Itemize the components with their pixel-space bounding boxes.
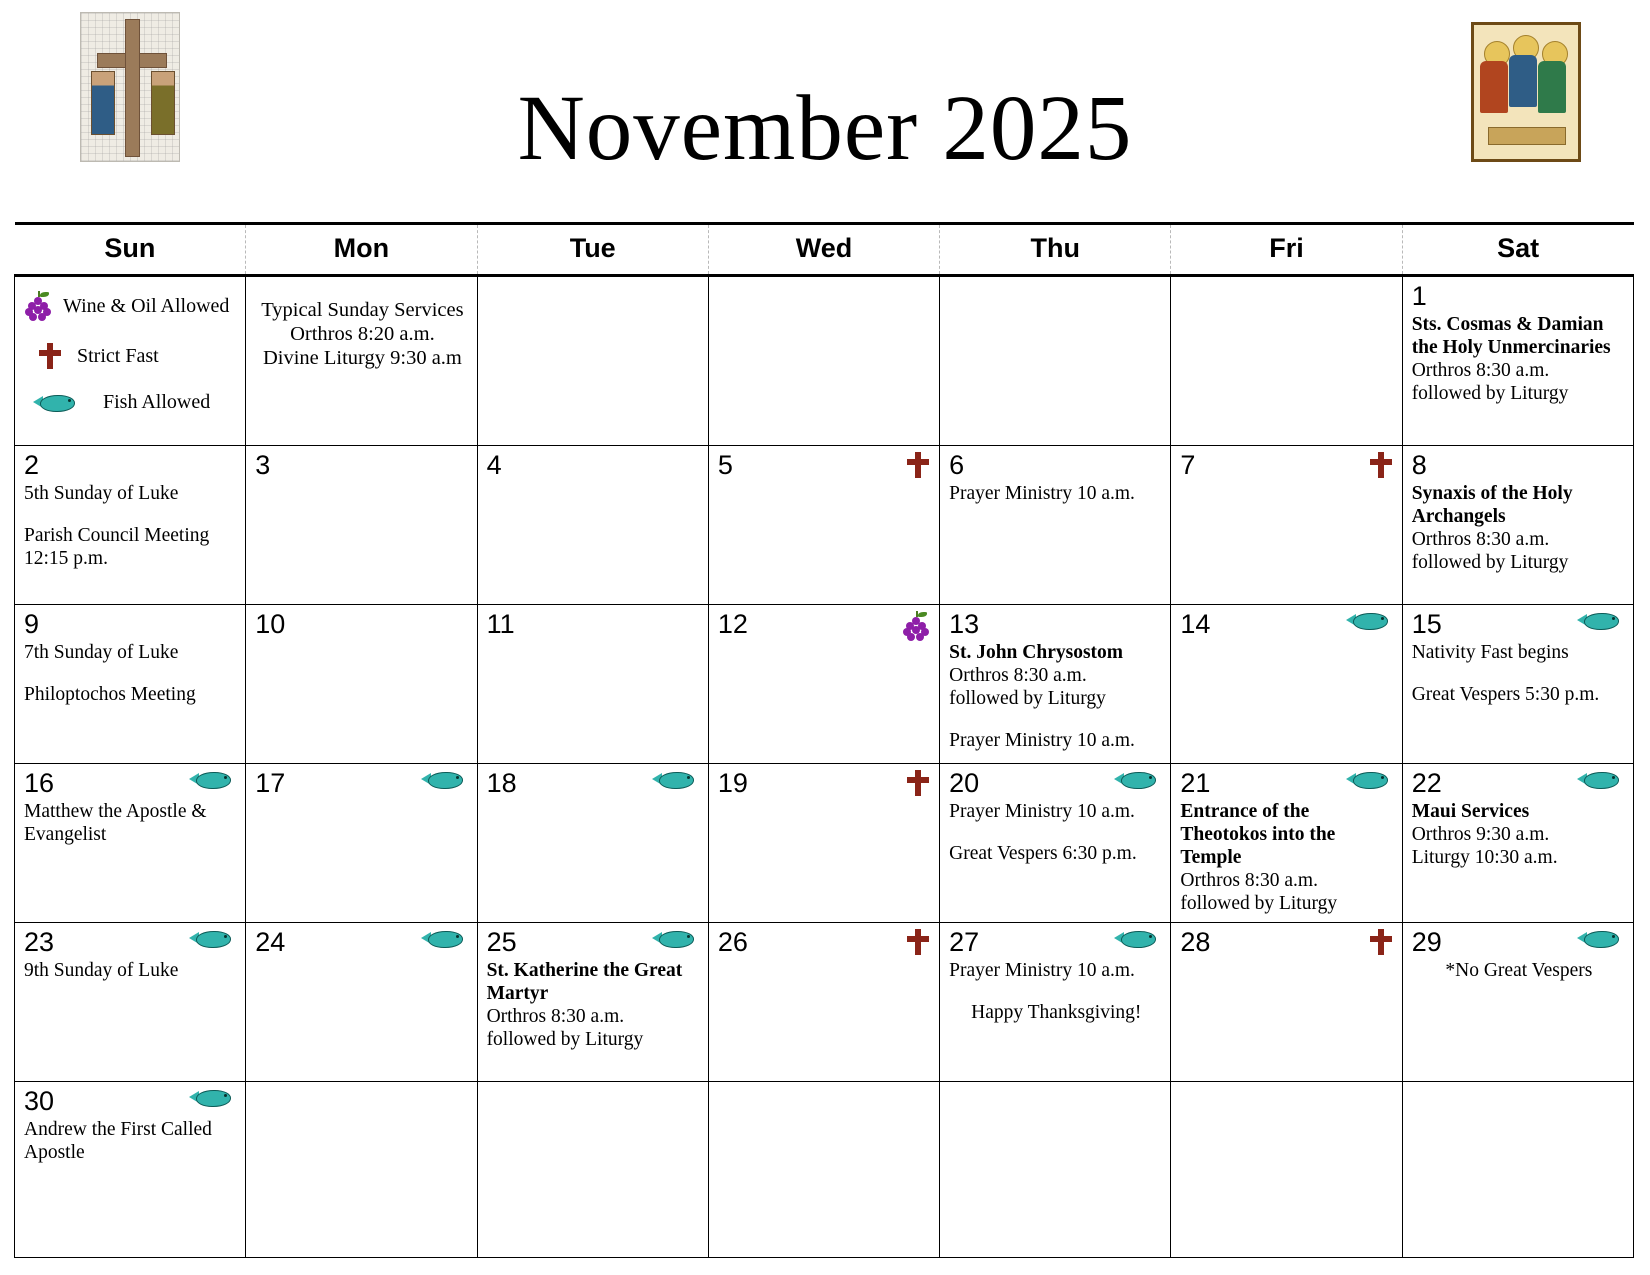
fish-icon <box>1577 770 1623 790</box>
fish-icon <box>33 393 79 413</box>
cross-icon <box>907 929 929 955</box>
event-line: Prayer Ministry 10 a.m. <box>949 483 1135 504</box>
event-line: Prayer Ministry 10 a.m. <box>949 960 1135 981</box>
day-cell[interactable] <box>15 764 246 923</box>
event-line: St. John Chrysostom <box>949 642 1124 663</box>
legend-item <box>25 343 237 369</box>
day-number: 15 <box>1411 609 1442 639</box>
event-line: followed by Liturgy <box>486 1029 644 1050</box>
calendar-week-row <box>15 764 1634 923</box>
cross-icon <box>907 770 929 796</box>
calendar-week-row <box>15 276 1634 446</box>
fish-icon <box>652 770 698 790</box>
day-number: 5 <box>717 450 733 480</box>
day-number: 21 <box>1180 768 1211 798</box>
fasting-markers <box>1114 929 1160 949</box>
day-number: 1 <box>1411 281 1427 311</box>
day-number: 10 <box>255 609 286 639</box>
day-cell[interactable] <box>940 923 1171 1082</box>
day-number: 26 <box>717 927 748 957</box>
event-line: St. Katherine the Great <box>486 960 683 981</box>
day-cell[interactable] <box>246 923 477 1082</box>
event-line: Sts. Cosmas & Damian <box>1411 314 1604 335</box>
event-line: followed by Liturgy <box>949 688 1106 709</box>
page-title: November 2025 <box>517 77 1133 181</box>
legend-item-label: Strict Fast <box>77 344 159 367</box>
day-number: 25 <box>486 927 517 957</box>
day-cell[interactable] <box>940 605 1171 764</box>
event-line: 12:15 p.m. <box>24 548 108 569</box>
fasting-markers <box>421 929 467 949</box>
day-events <box>24 641 238 706</box>
event-line: the Holy Unmercinaries <box>1411 337 1611 358</box>
day-number: 28 <box>1180 927 1211 957</box>
day-cell[interactable] <box>1402 923 1633 1082</box>
calendar-week-row <box>15 1082 1634 1258</box>
event-line: Entrance of the <box>1180 801 1310 822</box>
event-line: 5th Sunday of Luke <box>24 483 179 504</box>
day-number: 9 <box>24 609 40 639</box>
fish-icon <box>189 770 235 790</box>
event-line: Orthros 8:30 a.m. <box>1411 360 1550 381</box>
day-events <box>1412 800 1626 869</box>
weekday-wed: Wed <box>708 224 939 276</box>
day-number: 29 <box>1411 927 1442 957</box>
day-events <box>1412 313 1626 405</box>
cross-icon <box>1370 452 1392 478</box>
day-cell[interactable] <box>477 605 708 764</box>
sunday-services-line: Typical Sunday Services <box>261 299 464 321</box>
day-events <box>949 800 1163 865</box>
fasting-markers <box>189 770 235 790</box>
day-number: 12 <box>717 609 748 639</box>
event-line: Orthros 8:30 a.m. <box>949 665 1087 686</box>
day-events <box>1180 800 1394 915</box>
calendar-grid <box>14 222 1634 1258</box>
day-number: 17 <box>255 768 286 798</box>
empty-day-cell <box>940 276 1171 446</box>
day-cell[interactable] <box>1402 446 1633 605</box>
weekday-header-row <box>15 224 1634 276</box>
event-line: Andrew the First Called <box>24 1119 212 1140</box>
holy-trinity-icon-image <box>1471 22 1581 162</box>
day-events <box>487 959 701 1051</box>
weekday-tue: Tue <box>477 224 708 276</box>
weekday-mon: Mon <box>246 224 477 276</box>
grapes-icon <box>903 611 929 641</box>
fish-icon <box>1346 611 1392 631</box>
day-events <box>24 800 238 846</box>
fasting-markers <box>907 929 929 955</box>
weekday-sat: Sat <box>1402 224 1633 276</box>
event-line: Great Vespers 5:30 p.m. <box>1411 684 1600 705</box>
event-line: 7th Sunday of Luke <box>24 642 179 663</box>
event-line: Liturgy 10:30 a.m. <box>1411 847 1558 868</box>
empty-day-cell <box>477 276 708 446</box>
weekday-thu: Thu <box>940 224 1171 276</box>
day-cell[interactable] <box>15 446 246 605</box>
day-cell[interactable] <box>15 605 246 764</box>
day-number: 11 <box>486 609 515 639</box>
legend-item-label: Wine & Oil Allowed <box>63 294 230 317</box>
cross-icon <box>1370 929 1392 955</box>
day-number: 4 <box>486 450 502 480</box>
calendar-week-row <box>15 923 1634 1082</box>
day-number: 22 <box>1411 768 1442 798</box>
day-number: 6 <box>949 450 965 480</box>
day-events <box>1412 482 1626 574</box>
day-cell[interactable] <box>1402 276 1633 446</box>
fish-icon <box>1577 611 1623 631</box>
legend-item <box>25 391 237 414</box>
event-line: Orthros 8:30 a.m. <box>486 1006 625 1027</box>
day-number: 20 <box>949 768 980 798</box>
day-cell[interactable] <box>940 446 1171 605</box>
calendar-table <box>14 222 1634 1258</box>
event-line: Archangels <box>1411 506 1506 527</box>
day-number: 13 <box>949 609 980 639</box>
calendar-week-row <box>15 446 1634 605</box>
grapes-icon <box>25 291 51 321</box>
day-cell[interactable] <box>1171 923 1402 1082</box>
empty-day-cell <box>708 276 939 446</box>
day-number: 3 <box>255 450 271 480</box>
day-number: 24 <box>255 927 286 957</box>
day-cell[interactable] <box>1402 605 1633 764</box>
empty-day-cell <box>1171 276 1402 446</box>
weekday-fri: Fri <box>1171 224 1402 276</box>
event-line: followed by Liturgy <box>1411 383 1569 404</box>
day-events <box>24 1118 238 1164</box>
event-line: followed by Liturgy <box>1180 893 1338 914</box>
fasting-markers <box>903 611 929 641</box>
fasting-markers <box>907 770 929 796</box>
event-line: Nativity Fast begins <box>1411 642 1569 663</box>
sunday-services-note <box>255 281 469 370</box>
fasting-markers <box>189 929 235 949</box>
day-number: 23 <box>24 927 55 957</box>
event-line: *No Great Vespers <box>1445 960 1593 981</box>
day-number: 7 <box>1180 450 1196 480</box>
day-number: 16 <box>24 768 55 798</box>
cross-icon <box>907 452 929 478</box>
event-line: Synaxis of the Holy <box>1411 483 1573 504</box>
day-events <box>24 482 238 570</box>
fish-icon <box>189 1088 235 1108</box>
cross-icon <box>39 343 61 369</box>
event-line: Prayer Ministry 10 a.m. <box>949 801 1135 822</box>
calendar-week-row <box>15 605 1634 764</box>
event-line: Prayer Ministry 10 a.m. <box>949 730 1135 751</box>
event-line: Theotokos into the <box>1180 824 1336 845</box>
event-line: Apostle <box>24 1142 85 1163</box>
empty-day-cell <box>940 1082 1171 1258</box>
day-cell[interactable] <box>708 605 939 764</box>
day-number: 14 <box>1180 609 1211 639</box>
event-line: Martyr <box>486 983 549 1004</box>
empty-day-cell <box>708 1082 939 1258</box>
day-cell[interactable] <box>1171 446 1402 605</box>
day-events <box>949 641 1163 752</box>
fasting-markers <box>1577 611 1623 631</box>
day-cell[interactable] <box>708 923 939 1082</box>
legend-cell <box>15 276 246 446</box>
event-line: Great Vespers 6:30 p.m. <box>949 843 1137 864</box>
legend-item <box>25 291 237 321</box>
fish-icon <box>1346 770 1392 790</box>
event-line: Happy Thanksgiving! <box>971 1002 1142 1023</box>
sunday-services-note-cell <box>246 276 477 446</box>
calendar-body <box>15 276 1634 1258</box>
fasting-markers <box>1346 611 1392 631</box>
day-cell[interactable] <box>15 1082 246 1258</box>
fish-icon <box>421 929 467 949</box>
day-cell[interactable] <box>1402 764 1633 923</box>
event-line: followed by Liturgy <box>1411 552 1569 573</box>
day-cell[interactable] <box>15 923 246 1082</box>
day-cell[interactable] <box>1171 764 1402 923</box>
day-cell[interactable] <box>708 446 939 605</box>
empty-day-cell <box>1171 1082 1402 1258</box>
day-events <box>949 959 1163 1024</box>
day-number: 30 <box>24 1086 55 1116</box>
event-line: Maui Services <box>1411 801 1530 822</box>
empty-day-cell <box>246 1082 477 1258</box>
day-events <box>949 482 1163 505</box>
legend-item-label: Fish Allowed <box>103 391 211 413</box>
day-events <box>24 959 238 982</box>
day-cell[interactable] <box>477 446 708 605</box>
empty-day-cell <box>1402 1082 1633 1258</box>
day-cell[interactable] <box>246 764 477 923</box>
day-cell[interactable] <box>246 446 477 605</box>
day-number: 19 <box>717 768 748 798</box>
day-cell[interactable] <box>477 764 708 923</box>
fasting-markers <box>652 770 698 790</box>
fasting-markers <box>1577 770 1623 790</box>
event-line: Evangelist <box>24 824 107 845</box>
event-line: Philoptochos Meeting <box>24 684 196 705</box>
day-number: 8 <box>1411 450 1427 480</box>
sunday-services-line: Orthros 8:20 a.m. <box>290 323 435 345</box>
fasting-markers <box>1346 770 1392 790</box>
fish-icon <box>652 929 698 949</box>
event-line: Orthros 8:30 a.m. <box>1411 529 1550 550</box>
fasting-markers <box>1370 452 1392 478</box>
weekday-sun: Sun <box>15 224 246 276</box>
event-line: Parish Council Meeting <box>24 525 210 546</box>
empty-day-cell <box>477 1082 708 1258</box>
sunday-services-line: Divine Liturgy 9:30 a.m <box>262 347 462 369</box>
day-number: 27 <box>949 927 980 957</box>
fasting-markers <box>1114 770 1160 790</box>
day-cell[interactable] <box>1171 605 1402 764</box>
event-line: 9th Sunday of Luke <box>24 960 179 981</box>
event-line: Temple <box>1180 847 1242 868</box>
day-events <box>1412 959 1626 982</box>
fasting-markers <box>1577 929 1623 949</box>
fish-icon <box>1577 929 1623 949</box>
page-header <box>0 0 1650 200</box>
day-events <box>1412 641 1626 706</box>
day-cell[interactable] <box>940 764 1171 923</box>
fasting-markers <box>652 929 698 949</box>
fish-icon <box>421 770 467 790</box>
fish-icon <box>1114 929 1160 949</box>
event-line: Orthros 8:30 a.m. <box>1180 870 1318 891</box>
fish-icon <box>1114 770 1160 790</box>
fasting-markers <box>189 1088 235 1108</box>
event-line: Matthew the Apostle & <box>24 801 207 822</box>
fasting-markers <box>421 770 467 790</box>
day-number: 2 <box>24 450 40 480</box>
fish-icon <box>189 929 235 949</box>
day-number: 18 <box>486 768 517 798</box>
fasting-markers <box>1370 929 1392 955</box>
day-cell[interactable] <box>708 764 939 923</box>
day-cell[interactable] <box>477 923 708 1082</box>
fasting-markers <box>907 452 929 478</box>
event-line: Orthros 9:30 a.m. <box>1411 824 1550 845</box>
day-cell[interactable] <box>246 605 477 764</box>
